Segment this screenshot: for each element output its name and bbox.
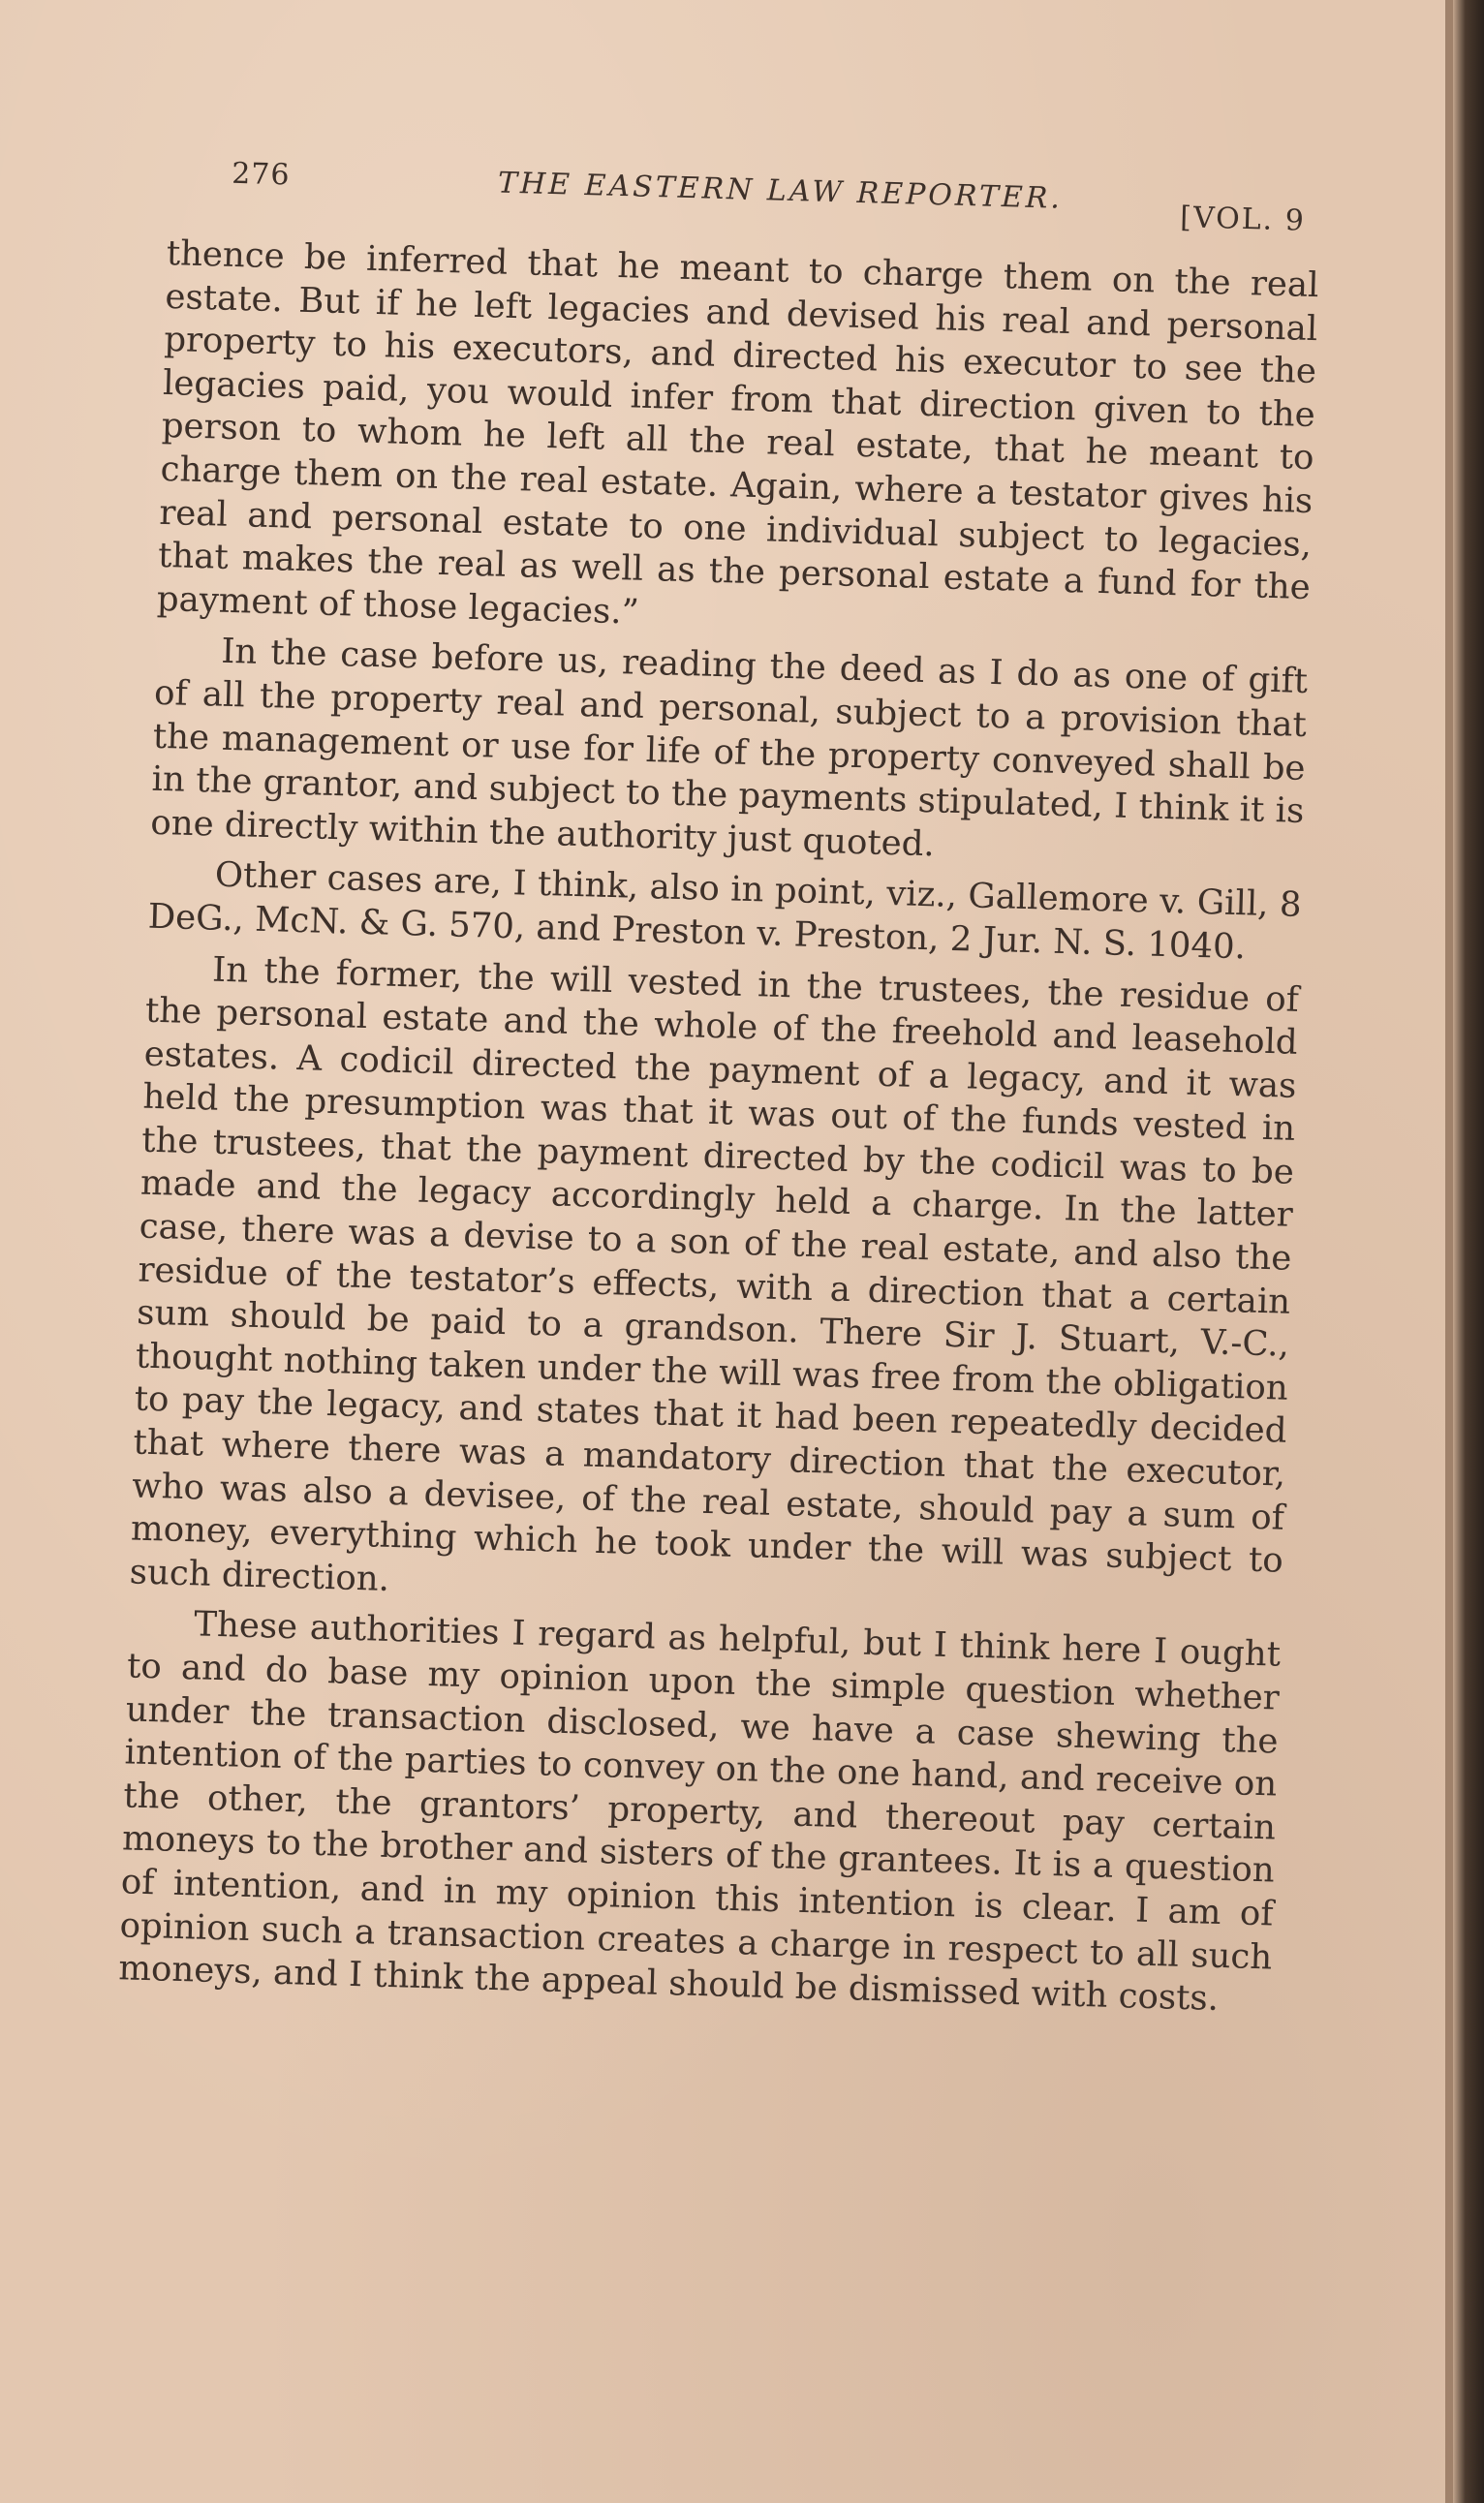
paragraph: Other cases are, I think, also in point, viz., Gallemore v. Gill, 8 DeG., McN. & G. 570, and Preston v. Preston, 2 Jur. N. S. 1040. <box>147 854 1303 968</box>
paragraph: In the case before us, reading the deed as I do as one of gift of all the property real and personal, subject to a provision that the management or use for life of the property conveyed shall be in the grantor, and subject to the payments stipulated, I think it is one directly within the authority just quoted. <box>149 632 1309 865</box>
page-edge-shadow <box>1453 0 1484 2503</box>
page-number: 276 <box>231 156 291 193</box>
volume-label: [VOL. 9 <box>1179 201 1307 238</box>
paragraph: In the former, the will vested in the trustees, the residue of the personal estate and the whole of the freehold and leasehold estates. A codicil directed the payment of a legacy, and it was held the presumption was that it was out of the funds vested in the trustees, that the payment directed by the codicil was to be made and the legacy accordingly held a charge. In the latter case, there was a devise to a son of the real estate, and also the residue of the testator’s effects, with a direction that a certain sum should be paid to a grandson. There Sir J. Stuart, V.-C., thought nothing taken under the will was free from the obligation to pay the legacy, and states that it had been repeatedly decided that where there was a mandatory direction that the executor, who was also a devisee, of the real estate, should pay a sum of money, everything which he took under the will was subject to such direction. <box>129 949 1300 1599</box>
paragraph: thence be inferred that he meant to charge them on the real estate. But if he left legacies and devised his real and personal property to his executors, and directed his executor to see the legacies paid, you would infer from that direction given to the person to whom he left all the real estate, that he meant to charge them on the real estate. Again, where a testator gives his real and personal estate to one individual subject to legacies, that makes the real as well as the personal estate a fund for the payment of those legacies.” <box>156 232 1319 633</box>
page-content <box>118 145 1322 2030</box>
body-text <box>118 232 1319 2023</box>
running-title: THE EASTERN LAW REPORTER. <box>497 166 1064 216</box>
paragraph: These authorities I regard as helpful, but I think here I ought to and do base my opinion upon the simple question whether under the transaction disclosed, we have a case shewing the intention of the parties to convey on the one hand, and receive on the other, the grantors’ property, and thereout pay certain moneys to the brother and sisters of the grantees. It is a question of intention, and in my opinion this intention is clear. I am of opinion such a transaction creates a charge in respect to all such moneys, and I think the appeal should be dismissed with costs. <box>117 1604 1282 2020</box>
